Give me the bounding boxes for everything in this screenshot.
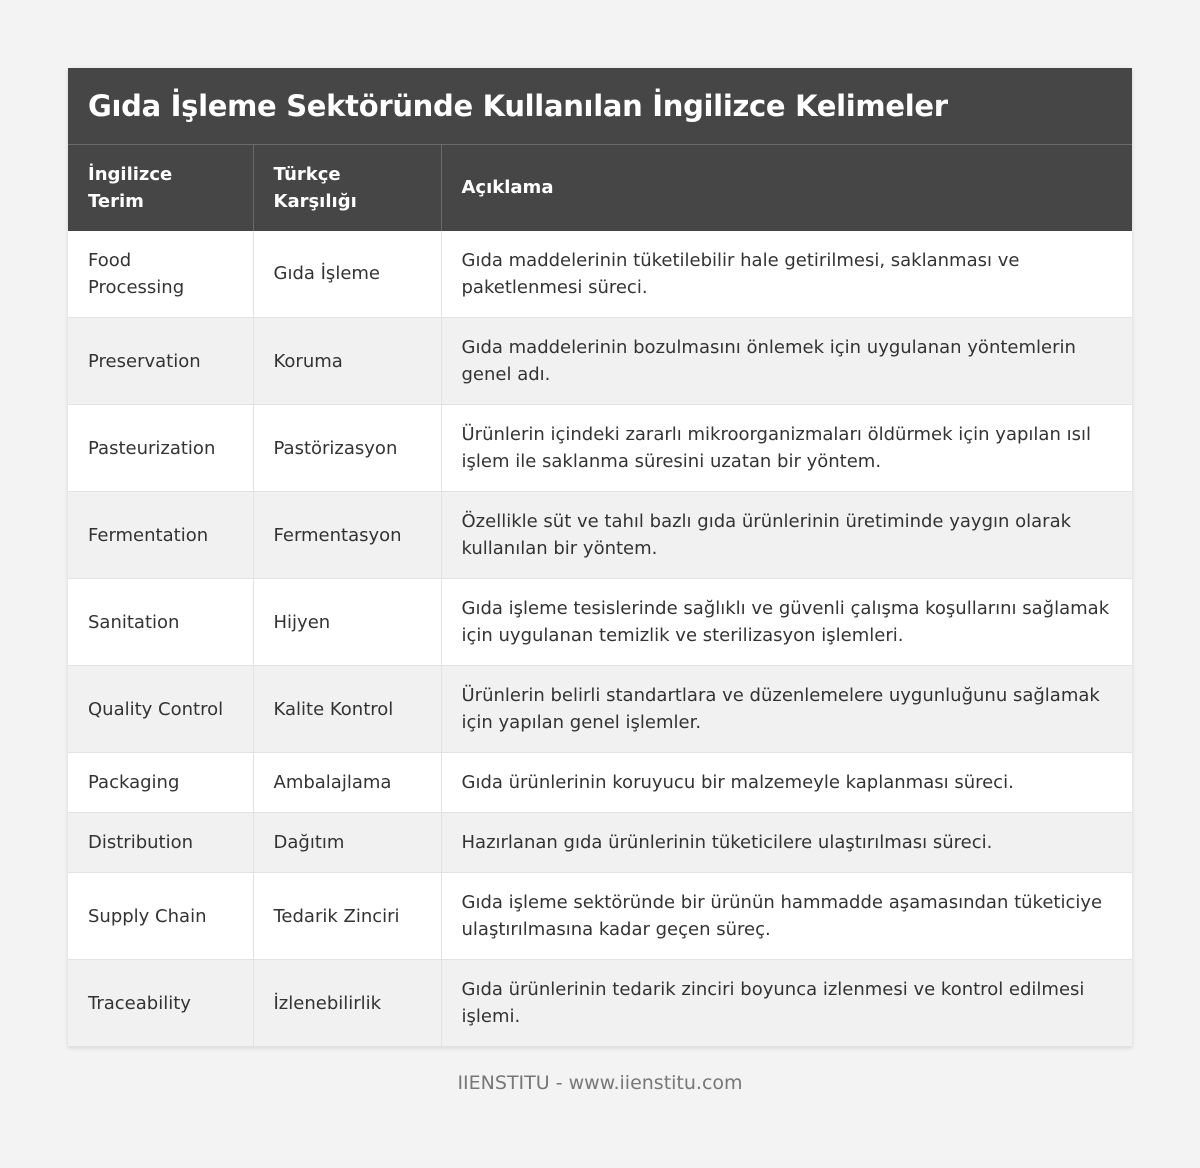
turkish-term-cell: İzlenebilirlik [253, 960, 441, 1047]
turkish-term-cell: Pastörizasyon [253, 405, 441, 492]
table-row [68, 753, 1132, 813]
table-row [68, 666, 1132, 753]
english-term-cell: Distribution [68, 813, 253, 873]
description-cell: Gıda maddelerinin bozulmasını önlemek için uygulanan yöntemlerin genel adı. [441, 318, 1132, 405]
table-row [68, 813, 1132, 873]
english-term-cell: Quality Control [68, 666, 253, 753]
description-cell: Gıda ürünlerinin tedarik zinciri boyunca izlenmesi ve kontrol edilmesi işlemi. [441, 960, 1132, 1047]
english-term-cell: Preservation [68, 318, 253, 405]
description-cell: Hazırlanan gıda ürünlerinin tüketicilere ulaştırılması süreci. [441, 813, 1132, 873]
turkish-term-cell: Kalite Kontrol [253, 666, 441, 753]
turkish-term-cell: Tedarik Zinciri [253, 873, 441, 960]
table-title: Gıda İşleme Sektöründe Kullanılan İngilizce Kelimeler [68, 68, 1132, 144]
english-term-cell: Fermentation [68, 492, 253, 579]
table-row [68, 492, 1132, 579]
english-term-cell: Traceability [68, 960, 253, 1047]
table-row [68, 318, 1132, 405]
english-term-cell: Supply Chain [68, 873, 253, 960]
description-cell: Gıda maddelerinin tüketilebilir hale getirilmesi, saklanması ve paketlenmesi süreci. [441, 231, 1132, 318]
description-cell: Gıda işleme sektöründe bir ürünün hammadde aşamasından tüketiciye ulaştırılmasına kadar geçen süreç. [441, 873, 1132, 960]
table-row [68, 231, 1132, 318]
column-header-description: Açıklama [441, 145, 1132, 231]
turkish-term-cell: Koruma [253, 318, 441, 405]
description-cell: Gıda işleme tesislerinde sağlıklı ve güvenli çalışma koşullarını sağlamak için uygulanan temizlik ve sterilizasyon işlemleri. [441, 579, 1132, 666]
header-row [68, 145, 1132, 231]
description-cell: Gıda ürünlerinin koruyucu bir malzemeyle kaplanması süreci. [441, 753, 1132, 813]
column-header-turkish-equivalent: Türkçe Karşılığı [253, 145, 441, 231]
english-term-cell: Pasteurization [68, 405, 253, 492]
table-row [68, 579, 1132, 666]
table-row [68, 960, 1132, 1047]
table-row [68, 405, 1132, 492]
glossary-table [68, 144, 1132, 1047]
table-row [68, 873, 1132, 960]
turkish-term-cell: Hijyen [253, 579, 441, 666]
turkish-term-cell: Gıda İşleme [253, 231, 441, 318]
column-header-english-term: İngilizce Terim [68, 145, 253, 231]
description-cell: Özellikle süt ve tahıl bazlı gıda ürünlerinin üretiminde yaygın olarak kullanılan bir yöntem. [441, 492, 1132, 579]
english-term-cell: Packaging [68, 753, 253, 813]
description-cell: Ürünlerin içindeki zararlı mikroorganizmaları öldürmek için yapılan ısıl işlem ile saklanma süresini uzatan bir yöntem. [441, 405, 1132, 492]
turkish-term-cell: Fermentasyon [253, 492, 441, 579]
turkish-term-cell: Ambalajlama [253, 753, 441, 813]
english-term-cell: Food Processing [68, 231, 253, 318]
english-term-cell: Sanitation [68, 579, 253, 666]
footer-credit: IIENSTITU - www.iienstitu.com [457, 1072, 743, 1094]
glossary-card [68, 68, 1132, 1047]
description-cell: Ürünlerin belirli standartlara ve düzenlemelere uygunluğunu sağlamak için yapılan genel işlemler. [441, 666, 1132, 753]
turkish-term-cell: Dağıtım [253, 813, 441, 873]
